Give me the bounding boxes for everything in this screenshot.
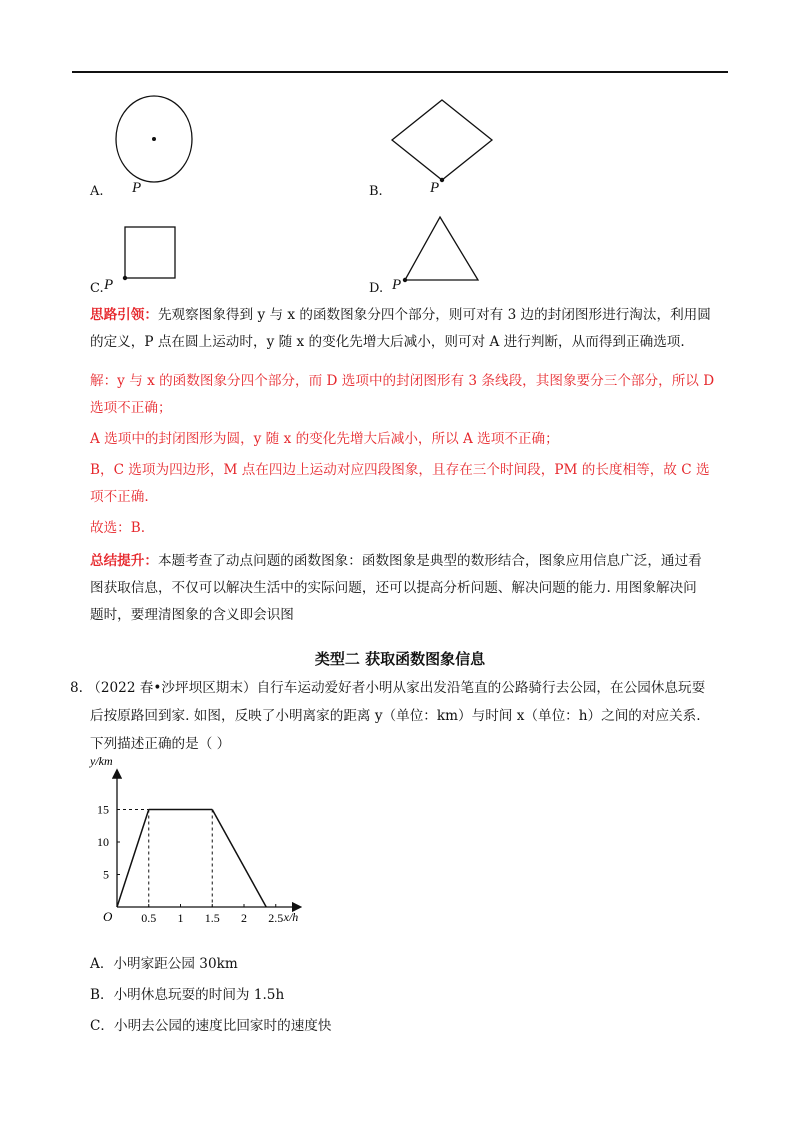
question-line-1: 8. （2022 春•沙坪坝区期末）自行车运动爱好者小明从家出发沿笔直的公路骑行去公园，在公园休息玩耍	[70, 680, 706, 696]
question-block	[70, 674, 730, 758]
answer-c: C．小明去公园的速度比回家时的速度快	[90, 1018, 332, 1034]
option-c-point-label: P	[104, 277, 114, 293]
option-a-letter: A.	[90, 184, 104, 199]
hint-line-1: 先观察图象得到 y 与 x 的函数图象分四个部分，则可对有 3 边的封闭图形进行淘汰，利用圆	[157, 307, 711, 323]
x-tick-label-1: 1	[177, 911, 184, 925]
question-line-2: 后按原路回到家. 如图，反映了小明离家的距离 y（单位：km）与时间 x（单位：h）之间的对应关系.	[90, 708, 701, 724]
hint-label: 思路引领：	[90, 307, 158, 323]
distance-time-chart	[80, 754, 320, 935]
x-tick-label-0: 0.5	[141, 911, 157, 925]
option-d-triangle	[405, 217, 478, 280]
y-tick-label-1: 10	[97, 835, 109, 849]
hint-block	[90, 302, 726, 356]
option-a-point-label: P	[132, 180, 142, 196]
option-c-letter: C.	[90, 281, 104, 296]
solution-line-3: A 选项中的封闭图形为圆，y 随 x 的变化先增大后减小，所以 A 选项不正确；	[90, 431, 559, 447]
option-b-letter: B.	[369, 184, 383, 199]
solution-line-6: 故选：B.	[90, 520, 146, 536]
origin-label: O	[103, 909, 113, 924]
hint-line-2: 的定义，P 点在圆上运动时，y 随 x 的变化先增大后减小，则可对 A 进行判断，从而得到正确选项.	[90, 334, 685, 350]
option-c-square	[125, 227, 175, 278]
summary-block	[90, 548, 726, 629]
section-heading: 类型二 获取函数图象信息	[314, 650, 486, 668]
option-b-point-label: P	[430, 180, 440, 196]
option-d-point-label: P	[392, 277, 402, 293]
option-b-rhombus	[392, 100, 492, 180]
solution-line-1: 解：y 与 x 的函数图象分四个部分，而 D 选项中的封闭图形有 3 条线段，其图象要分三个部分，所以 D	[90, 373, 715, 389]
y-tick-label-2: 15	[97, 802, 109, 817]
solution-line-5: 项不正确.	[90, 489, 149, 505]
option-a-center-dot	[152, 137, 156, 141]
question-line-3: 下列描述正确的是（ ）	[90, 736, 231, 752]
solution-block	[90, 368, 726, 542]
x-tick-label-4: 2.5	[268, 911, 284, 925]
option-d-point-dot	[403, 278, 407, 282]
x-tick-label-3: 2	[241, 911, 247, 925]
summary-label: 总结提升：	[90, 553, 158, 569]
option-b-point-dot	[440, 178, 444, 182]
option-d-letter: D.	[369, 281, 384, 296]
summary-line-1: 本题考查了动点问题的函数图象：函数图象是典型的数形结合，图象应用信息广泛，通过看	[157, 553, 702, 569]
answer-b: B．小明休息玩耍的时间为 1.5h	[90, 987, 285, 1003]
data-segment-0	[117, 810, 149, 908]
y-tick-label-0: 5	[103, 867, 109, 882]
option-figures	[0, 0, 800, 300]
summary-line-2: 图获取信息，不仅可以解决生活中的实际问题，还可以提高分析问题、解决问题的能力. 用图象解决问	[90, 580, 697, 596]
y-axis-label: y/km	[90, 754, 113, 768]
x-axis-label: x/h	[283, 910, 299, 924]
summary-line-3: 题时，要理清图象的含义即会识图	[90, 607, 294, 623]
option-c-point-dot	[123, 276, 127, 280]
solution-line-4: B，C 选项为四边形，M 点在四边上运动对应四段图象，且存在三个时间段，PM 的长度相等，故 C 选	[90, 462, 710, 478]
x-tick-label-2: 1.5	[204, 911, 220, 925]
solution-line-2: 选项不正确；	[90, 400, 172, 416]
data-segment-2	[212, 810, 266, 908]
answer-a: A．小明家距公园 30km	[90, 956, 238, 972]
